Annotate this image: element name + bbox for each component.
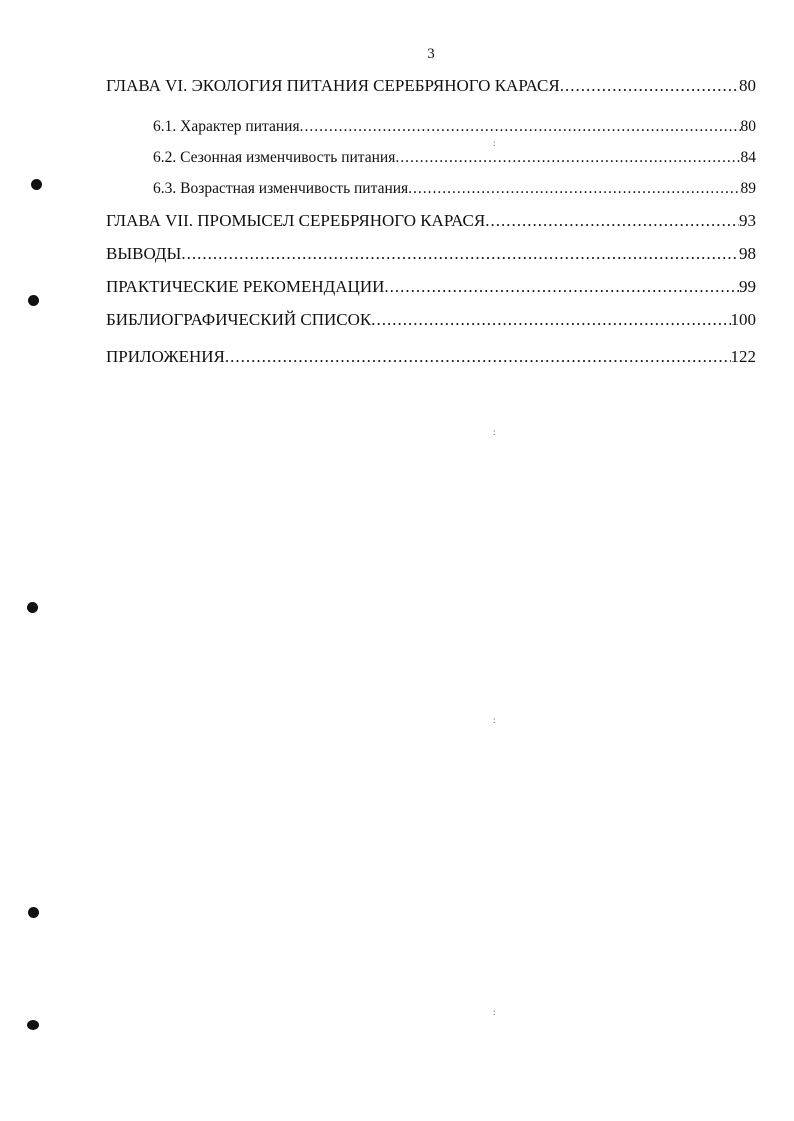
toc-entry-page: 100 (730, 310, 756, 329)
toc-entry-appendices[interactable] (106, 347, 756, 367)
toc-entry-page: 93 (739, 211, 756, 230)
toc-leader-dots (384, 277, 739, 297)
scan-speck: : (493, 427, 496, 437)
toc-entry-label: БИБЛИОГРАФИЧЕСКИЙ СПИСОК (106, 310, 372, 329)
toc-entry-recommendations[interactable] (106, 277, 756, 297)
scan-speck: : (493, 1007, 496, 1017)
toc-entry-label: ПРАКТИЧЕСКИЕ РЕКОМЕНДАЦИИ (106, 277, 385, 296)
toc-entry-section-6-1[interactable] (153, 118, 756, 136)
toc-entry-label: 6.2. Сезонная изменчивость питания (153, 149, 396, 166)
scan-speck: : (493, 715, 496, 725)
toc-leader-dots (395, 149, 740, 167)
toc-entry-chapter-7[interactable] (106, 211, 756, 231)
hole-punch-mark (28, 295, 39, 306)
toc-entry-page: 99 (739, 277, 756, 296)
toc-entry-label: ГЛАВА VII. ПРОМЫСЕЛ СЕРЕБРЯНОГО КАРАСЯ (106, 211, 486, 230)
toc-leader-dots (225, 347, 731, 367)
page-number: 3 (427, 46, 435, 62)
toc-entry-bibliography[interactable] (106, 310, 756, 330)
toc-entry-section-6-3[interactable] (153, 180, 756, 198)
toc-entry-label: ПРИЛОЖЕНИЯ (106, 347, 225, 366)
toc-entry-chapter-6[interactable] (106, 76, 756, 96)
toc-leader-dots (300, 118, 741, 136)
toc-entry-page: 80 (739, 76, 756, 95)
toc-entry-label: ГЛАВА VI. ЭКОЛОГИЯ ПИТАНИЯ СЕРЕБРЯНОГО КАРАСЯ (106, 76, 560, 95)
toc-leader-dots (560, 76, 739, 96)
toc-entry-label: ВЫВОДЫ (106, 244, 182, 263)
toc-entry-page: 98 (739, 244, 756, 263)
toc-leader-dots (485, 211, 739, 231)
toc-entry-page: 89 (740, 180, 756, 197)
toc-entry-page: 84 (740, 149, 756, 166)
toc-leader-dots (371, 310, 730, 330)
toc-leader-dots (181, 244, 739, 264)
toc-entry-label: 6.1. Характер питания (153, 118, 300, 135)
toc-entry-conclusions[interactable] (106, 244, 756, 264)
toc-leader-dots (408, 180, 740, 198)
scan-speck: : (493, 138, 496, 148)
toc-entry-section-6-2[interactable] (153, 149, 756, 167)
toc-entry-label: 6.3. Возрастная изменчивость питания (153, 180, 409, 197)
toc-entry-page: 122 (730, 347, 756, 366)
hole-punch-mark (28, 907, 39, 918)
hole-punch-mark (27, 602, 38, 613)
toc-entry-page: 80 (740, 118, 756, 135)
hole-punch-mark (27, 1020, 39, 1030)
hole-punch-mark (31, 179, 42, 190)
